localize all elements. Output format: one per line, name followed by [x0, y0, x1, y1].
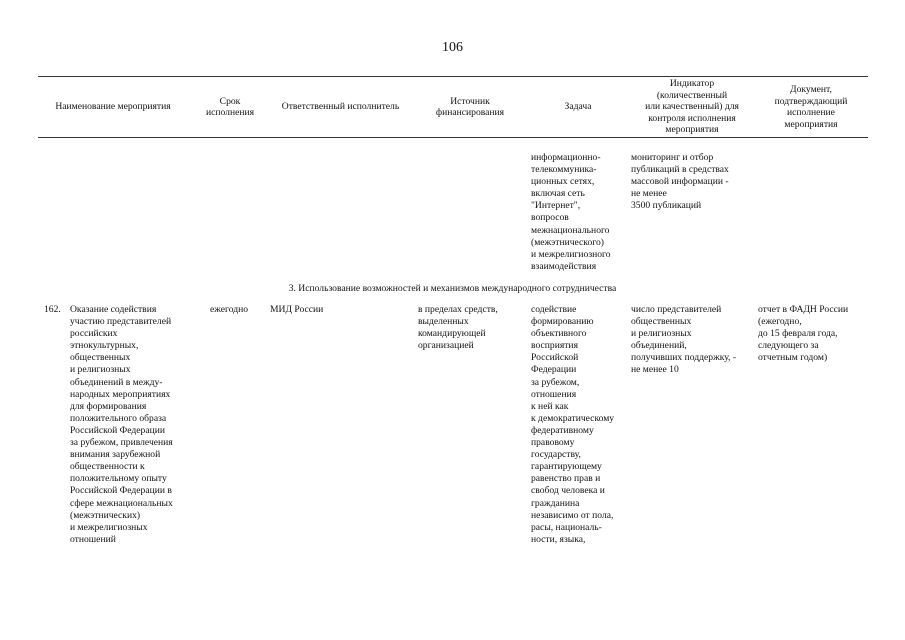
- row-term: ежегодно: [210, 304, 249, 315]
- row-indicator: число представителей общественных и религиозных объединений, получивших поддержку, - не менее 10: [631, 304, 737, 376]
- header-col-name-label: Наименование мероприятия: [55, 101, 171, 113]
- section-title: 3. Использование возможностей и механизмов международного сотрудничества: [288, 283, 617, 294]
- row-task: содействие формированию объективного восприятия Российской Федерации за рубежом, отношения к ней как к демократическому федеративному правовому государству, гарантирующему равенство прав и свобод человека и гражданина независимо от пола, расы, националь- ности, языка,: [531, 304, 615, 545]
- header-col-funding: [415, 77, 525, 137]
- row-executor: МИД России: [270, 304, 324, 315]
- header-col-indicator-label: Индикатор (количественный или качественный) для контроля исполнения мероприятия: [645, 78, 739, 136]
- header-col-indicator: [628, 77, 756, 137]
- header-col-funding-label: Источник финансирования: [435, 95, 505, 118]
- header-col-term: [200, 77, 260, 137]
- header-col-document-label: Документ, подтверждающий исполнение мероприятия: [774, 84, 848, 130]
- continuation-task: информационно- телекоммуника- ционных сетях, включая сеть "Интернет", вопросов межнационального (межэтнического) и межрелигиозного взаимодействия: [531, 152, 611, 272]
- header-col-document: [754, 77, 868, 137]
- continuation-indicator: мониторинг и отбор публикаций в средствах массовой информации - не менее 3500 публикаций: [631, 152, 729, 212]
- header-col-executor: [268, 77, 413, 137]
- header-col-name: [38, 77, 188, 137]
- header-col-task-label: Задача: [564, 101, 592, 113]
- row-funding: в пределах средств, выделенных командирующей организацией: [418, 304, 498, 352]
- header-col-executor-label: Ответственный исполнитель: [281, 101, 400, 113]
- header-col-task: [528, 77, 628, 137]
- row-document: отчет в ФАДН России (ежегодно, до 15 февраля года, следующего за отчетным годом): [758, 304, 849, 364]
- page-number: 106: [442, 40, 463, 55]
- row-name: Оказание содействия участию представителей российских этнокультурных, общественных и религиозных объединений в между- народных мероприятиях для формирования положительного образа Российской Федерации за рубежом, привлечения внимания зарубежной общественности к положительному опыту Российской Федерации в сфере межнациональных (межэтнических) и межрелигиозных отношений: [70, 304, 173, 545]
- row-number: 162.: [44, 304, 61, 315]
- header-col-term-label: Срок исполнения: [205, 95, 255, 118]
- header-bottom-rule: [38, 137, 868, 138]
